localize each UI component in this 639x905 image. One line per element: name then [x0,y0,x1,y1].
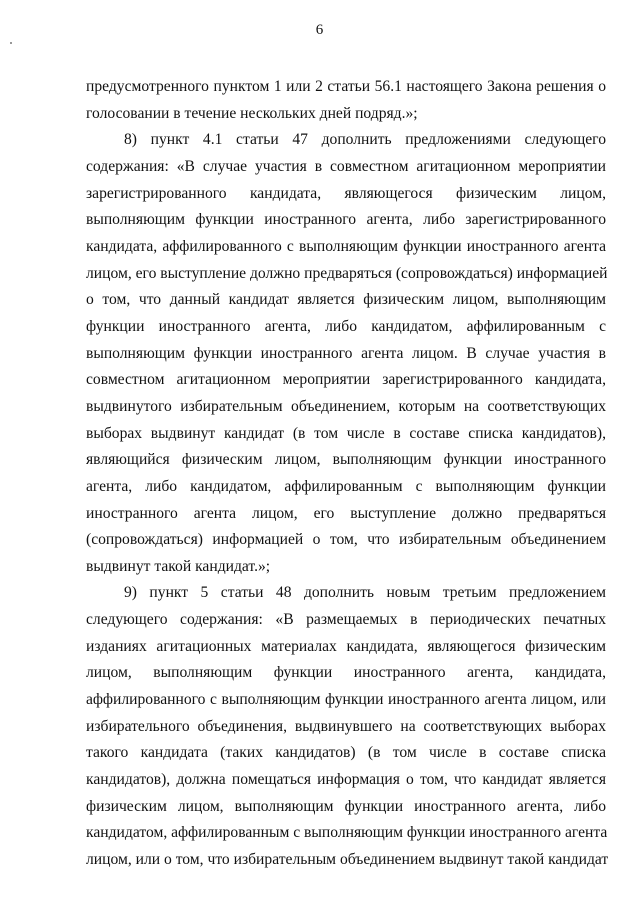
text-line: кандидатом, аффилированным с выполняющим функции иностранного агента [86,824,608,842]
text-line: зарегистрированного кандидата, являющегося физическим лицом, [86,184,606,202]
text-line: о том, что данный кандидат является физическим лицом, выполняющим [86,291,606,309]
scan-speck [10,42,12,44]
text-line: являющийся физическим лицом, выполняющим функции иностранного [86,451,606,469]
text-line: 8) пункт 4.1 статьи 47 дополнить предложениями следующего [124,131,606,149]
page-number: 6 [315,22,324,38]
text-line: изданиях агитационных материалах кандидата, являющегося физическим [86,637,606,655]
text-line: содержания: «В случае участия в совместном агитационном мероприятии [86,157,606,175]
text-line: лицом, его выступление должно предваряться (сопровождаться) информацией [86,264,608,282]
text-line: кандидатов), должна помещаться информация о том, что кандидат является [86,771,606,789]
text-line: аффилированного с выполняющим функции иностранного агента лицом, или [86,691,606,709]
text-line: избирательного объединения, выдвинувшего на соответствующих выборах [86,717,606,735]
text-line: иностранного агента лицом, его выступление должно предваряться [86,504,606,522]
text-line: физическим лицом, выполняющим функции иностранного агента, либо [86,797,606,815]
text-line: агента, либо кандидатом, аффилированным с выполняющим функции [86,477,606,495]
text-line: выдвинут такой кандидат.»; [86,557,271,575]
text-line: (сопровождаться) информацией о том, что избирательным объединением [86,531,606,549]
text-line: выполняющим функции иностранного агента, либо зарегистрированного [86,211,606,229]
text-line: предусмотренного пунктом 1 или 2 статьи 56.1 настоящего Закона решения о [86,78,606,95]
text-line: выполняющим функции иностранного агента лицом. В случае участия в [86,344,606,362]
text-line: функции иностранного агента, либо кандидатом, аффилированным с [86,317,606,335]
text-line: 9) пункт 5 статьи 48 дополнить новым третьим предложением [124,584,606,602]
text-line: следующего содержания: «В размещаемых в периодических печатных [86,611,606,629]
text-line: голосовании в течение нескольких дней подряд.»; [86,104,418,122]
text-line: кандидата, аффилированного с выполняющим функции иностранного агента [86,237,606,255]
document-body [86,74,609,874]
paragraph-item-8 [86,127,606,580]
paragraph-continuation [86,74,606,127]
text-line: совместном агитационном мероприятии зарегистрированного кандидата, [86,371,606,389]
text-line: лицом, или о том, что избирательным объединением выдвинут такой кандидат [86,851,609,869]
text-line: лицом, выполняющим функции иностранного агента, кандидата, [86,664,606,682]
text-line: выборах выдвинут кандидат (в том числе в составе списка кандидатов), [86,424,606,442]
paragraph-item-9 [86,580,609,873]
text-line: такого кандидата (таких кандидатов) (в том числе в составе списка [86,744,606,762]
text-line: выдвинутого избирательным объединением, которым на соответствующих [86,397,606,415]
